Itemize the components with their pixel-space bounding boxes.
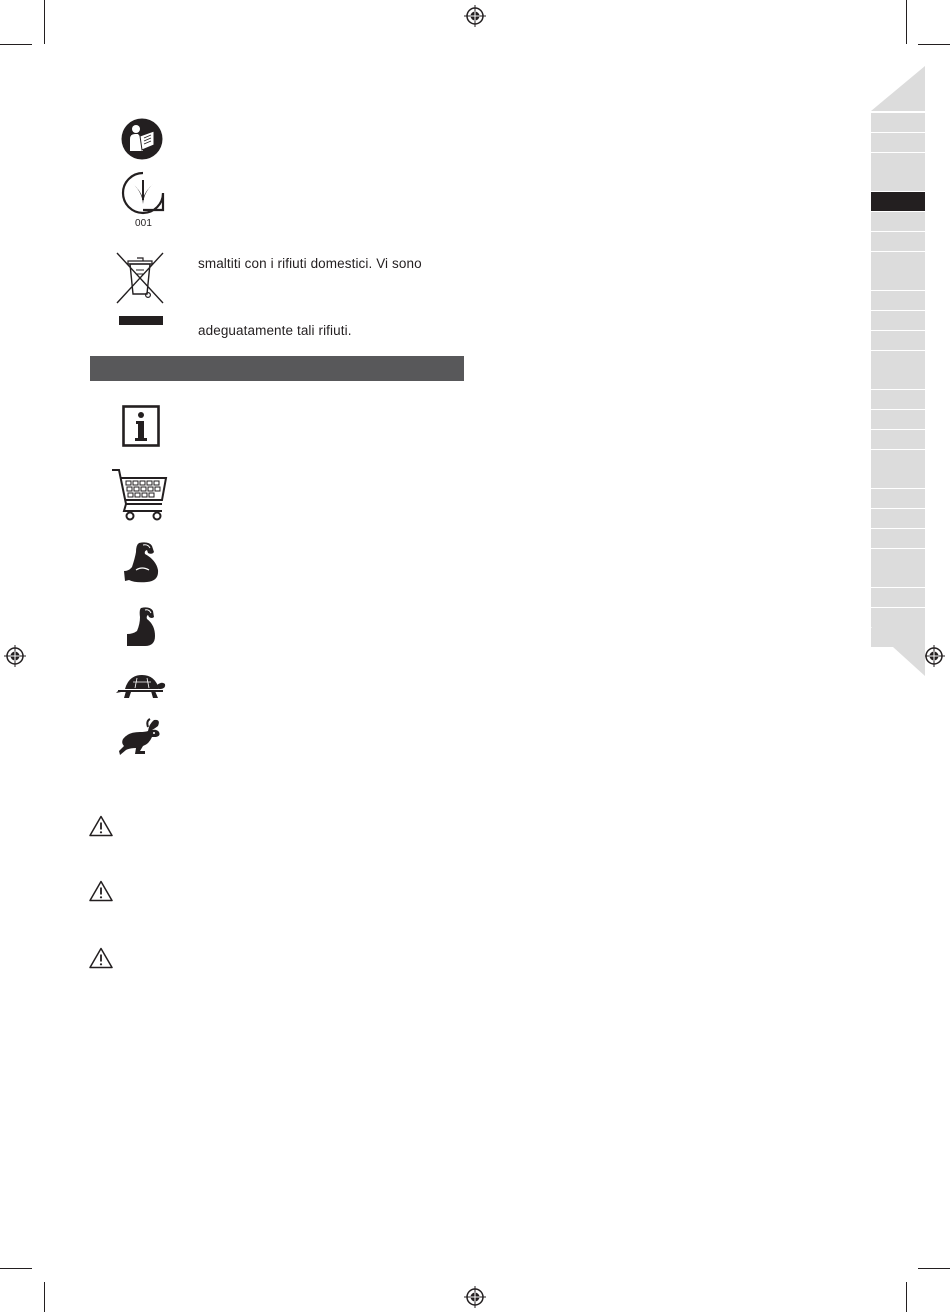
side-tab xyxy=(871,549,925,568)
crop-mark xyxy=(0,44,32,45)
registration-mark-icon xyxy=(464,1286,486,1308)
crop-mark xyxy=(906,1282,907,1312)
side-tab xyxy=(871,153,925,172)
rabbit-icon xyxy=(118,718,164,758)
side-tab xyxy=(871,410,925,429)
shopping-cart-icon xyxy=(110,466,170,522)
side-tab xyxy=(871,529,925,548)
weee-text-line-2: adeguatamente tali rifiuti. xyxy=(198,323,352,338)
side-tab-active xyxy=(871,192,925,211)
side-tab xyxy=(871,291,925,310)
side-tab xyxy=(871,568,925,587)
side-tab xyxy=(871,252,925,271)
side-tab xyxy=(871,370,925,389)
crop-mark xyxy=(918,44,950,45)
side-tab xyxy=(871,430,925,449)
read-manual-icon xyxy=(121,118,163,160)
language-side-tabs xyxy=(871,66,925,676)
side-tab xyxy=(871,588,925,607)
tabs-bottom-triangle xyxy=(871,627,925,676)
side-tab xyxy=(871,113,925,132)
crossed-out-wheelie-bin-icon xyxy=(112,250,168,306)
side-tab xyxy=(871,133,925,152)
crop-mark xyxy=(918,1268,950,1269)
warning-triangle-icon xyxy=(89,947,113,969)
side-tab xyxy=(871,331,925,350)
side-tab xyxy=(871,450,925,469)
section-heading-bar xyxy=(90,356,464,381)
registration-mark-icon xyxy=(4,645,26,667)
crop-mark xyxy=(0,1268,32,1269)
side-tab xyxy=(871,212,925,231)
weak-arm-icon xyxy=(121,604,163,648)
side-tab xyxy=(871,232,925,251)
side-tab xyxy=(871,608,925,627)
warning-triangle-icon xyxy=(89,815,113,837)
turtle-icon xyxy=(115,670,167,700)
warning-triangle-icon xyxy=(89,880,113,902)
tabs-top-triangle xyxy=(871,66,925,111)
side-tab xyxy=(871,351,925,370)
crop-mark xyxy=(44,1282,45,1312)
side-tab xyxy=(871,172,925,191)
side-tab xyxy=(871,469,925,488)
side-tab xyxy=(871,509,925,528)
side-tab xyxy=(871,489,925,508)
crop-mark xyxy=(906,0,907,44)
weee-text-line-1: smaltiti con i rifiuti domestici. Vi sono xyxy=(198,256,422,271)
registration-mark-icon xyxy=(464,5,486,27)
weee-black-bar xyxy=(119,316,163,325)
side-tab xyxy=(871,311,925,330)
crop-mark xyxy=(44,0,45,44)
registration-mark-icon xyxy=(923,645,945,667)
strong-arm-icon xyxy=(121,540,163,584)
side-tab xyxy=(871,271,925,290)
ukraine-conformity-icon xyxy=(120,170,166,216)
info-icon xyxy=(122,405,160,447)
ukraine-mark-code: 001 xyxy=(135,218,152,229)
side-tab xyxy=(871,390,925,409)
